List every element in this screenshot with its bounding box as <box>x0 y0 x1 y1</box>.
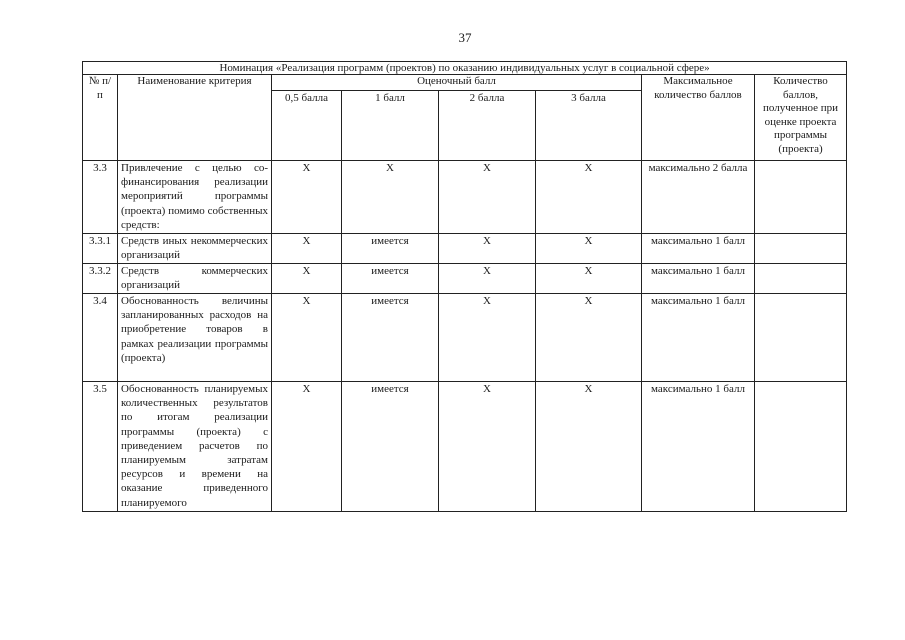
received-score-cell <box>755 234 847 264</box>
page-number: 37 <box>458 30 472 45</box>
row-number: 3.4 <box>83 294 118 382</box>
score-3-cell: X <box>536 264 642 294</box>
nomination-row <box>83 62 847 75</box>
score-3-cell: X <box>536 294 642 382</box>
score-1-cell: имеется <box>342 294 439 382</box>
row-number: 3.3 <box>83 161 118 234</box>
score-2-cell: X <box>439 161 536 234</box>
score-3-cell: X <box>536 234 642 264</box>
row-number: 3.3.1 <box>83 234 118 264</box>
score-1-cell: имеется <box>342 264 439 294</box>
score-2-cell: X <box>439 234 536 264</box>
score-3-cell: X <box>536 161 642 234</box>
score-2-cell: X <box>439 264 536 294</box>
row-number: 3.3.2 <box>83 264 118 294</box>
header-criterion-name: Наименование критерия <box>118 75 272 161</box>
criterion-name: Средств иных некоммерческих организаций <box>118 234 272 264</box>
header-score-group: Оценочный балл <box>272 75 642 91</box>
header-num: № п/п <box>83 75 118 161</box>
criterion-name: Привлечение с целью со-финансирования реализации мероприятий программы (проекта) помимо собственных средств: <box>118 161 272 234</box>
table-row <box>83 234 847 264</box>
score-05-cell: X <box>272 294 342 382</box>
score-05-cell: X <box>272 161 342 234</box>
max-score-cell: максимально 1 балл <box>642 294 755 382</box>
table-row <box>83 161 847 234</box>
header-score-1: 1 балл <box>342 91 439 161</box>
score-3-cell: X <box>536 382 642 512</box>
score-05-cell: X <box>272 382 342 512</box>
table-row <box>83 264 847 294</box>
score-1-cell: X <box>342 161 439 234</box>
max-score-cell: максимально 1 балл <box>642 234 755 264</box>
score-05-cell: X <box>272 234 342 264</box>
criterion-name: Средств коммерческих организаций <box>118 264 272 294</box>
header-max-score: Максимальное количество баллов <box>642 75 755 161</box>
score-05-cell: X <box>272 264 342 294</box>
header-received-score: Количество баллов, полученное при оценке проекта программы (проекта) <box>755 75 847 161</box>
table-row <box>83 382 847 512</box>
score-1-cell: имеется <box>342 382 439 512</box>
score-1-cell: имеется <box>342 234 439 264</box>
max-score-cell: максимально 1 балл <box>642 382 755 512</box>
header-row <box>83 75 847 91</box>
header-score-05: 0,5 балла <box>272 91 342 161</box>
criteria-table <box>82 61 847 512</box>
received-score-cell <box>755 382 847 512</box>
received-score-cell <box>755 264 847 294</box>
nomination-title: Номинация «Реализация программ (проектов) по оказанию индивидуальных услуг в социальной сфере» <box>83 62 847 75</box>
table-row <box>83 294 847 382</box>
score-2-cell: X <box>439 382 536 512</box>
received-score-cell <box>755 161 847 234</box>
score-2-cell: X <box>439 294 536 382</box>
header-score-3: 3 балла <box>536 91 642 161</box>
max-score-cell: максимально 1 балл <box>642 264 755 294</box>
criterion-name: Обоснованность планируемых количественных результатов по итогам реализации программы (проекта) с приведением расчетов по планируемым затратам ресурсов и времени на оказание приведенного планируемого <box>118 382 272 512</box>
max-score-cell: максимально 2 балла <box>642 161 755 234</box>
header-score-2: 2 балла <box>439 91 536 161</box>
received-score-cell <box>755 294 847 382</box>
row-number: 3.5 <box>83 382 118 512</box>
criterion-name: Обоснованность величины запланированных расходов на приобретение товаров в рамках реализации программы (проекта) <box>118 294 272 382</box>
